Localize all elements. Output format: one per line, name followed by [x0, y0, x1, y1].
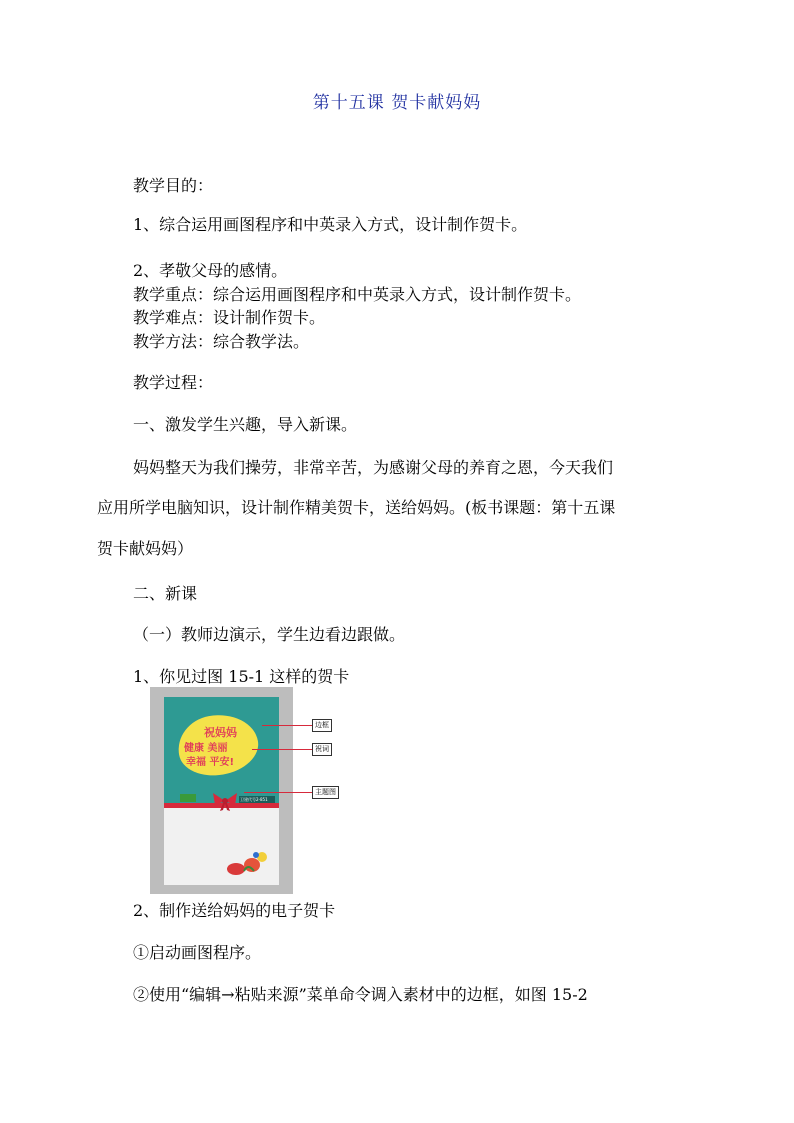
bow-icon: [212, 791, 238, 811]
text-line: 妈妈整天为我们操劳，非常辛苦，为感谢父母的养育之恩，今天我们: [133, 458, 614, 477]
card-label-text: 卫建代号2-851: [240, 797, 268, 802]
text-line: （一）教师边演示，学生边看边跟做。: [133, 625, 406, 644]
callout-line: [262, 725, 312, 726]
callout-line: [244, 792, 312, 793]
callout-line: [252, 749, 312, 750]
text-line: 应用所学电脑知识，设计制作精美贺卡，送给妈妈。(板书课题：第十五课: [97, 498, 616, 517]
text-line: 贺卡献妈妈）: [97, 539, 194, 558]
card-label: [239, 796, 275, 803]
text-line: 2、孝敬父母的感情。: [133, 261, 288, 280]
text-line: 一、激发学生兴趣，导入新课。: [133, 415, 358, 434]
callout-greeting-label: 祝词: [312, 743, 332, 756]
text-line: 教学难点：设计制作贺卡。: [133, 308, 326, 327]
lesson-title: 第十五课 贺卡献妈妈: [312, 93, 482, 113]
text-line: 2、制作送给妈妈的电子贺卡: [133, 901, 336, 920]
text-line: ②使用“编辑→粘贴来源”菜单命令调入素材中的边框，如图 15-2: [133, 985, 588, 1004]
text-line: 1、你见过图 15-1 这样的贺卡: [133, 667, 350, 686]
text-line: 教学重点：综合运用画图程序和中英录入方式，设计制作贺卡。: [133, 285, 582, 304]
text-line: 教学目的：: [133, 176, 214, 195]
heart-text-line: 健康 美丽: [184, 743, 228, 754]
heart-text-line: 祝妈妈: [204, 726, 237, 739]
text-line: 教学过程：: [133, 373, 214, 392]
text-line: ①启动画图程序。: [133, 943, 262, 962]
text-line: 1、综合运用画图程序和中英录入方式，设计制作贺卡。: [133, 215, 528, 234]
greeting-card-figure: [150, 687, 293, 894]
callout-main-image-label: 主题图: [312, 786, 339, 799]
callout-border-label: 边框: [312, 719, 332, 732]
heart-text-line: 幸福 平安!: [186, 757, 235, 768]
text-line: 教学方法：综合教学法。: [133, 332, 310, 351]
text-line: 二、新课: [133, 584, 198, 603]
card-green-tab: [180, 794, 196, 802]
flowers-icon: [226, 849, 272, 877]
